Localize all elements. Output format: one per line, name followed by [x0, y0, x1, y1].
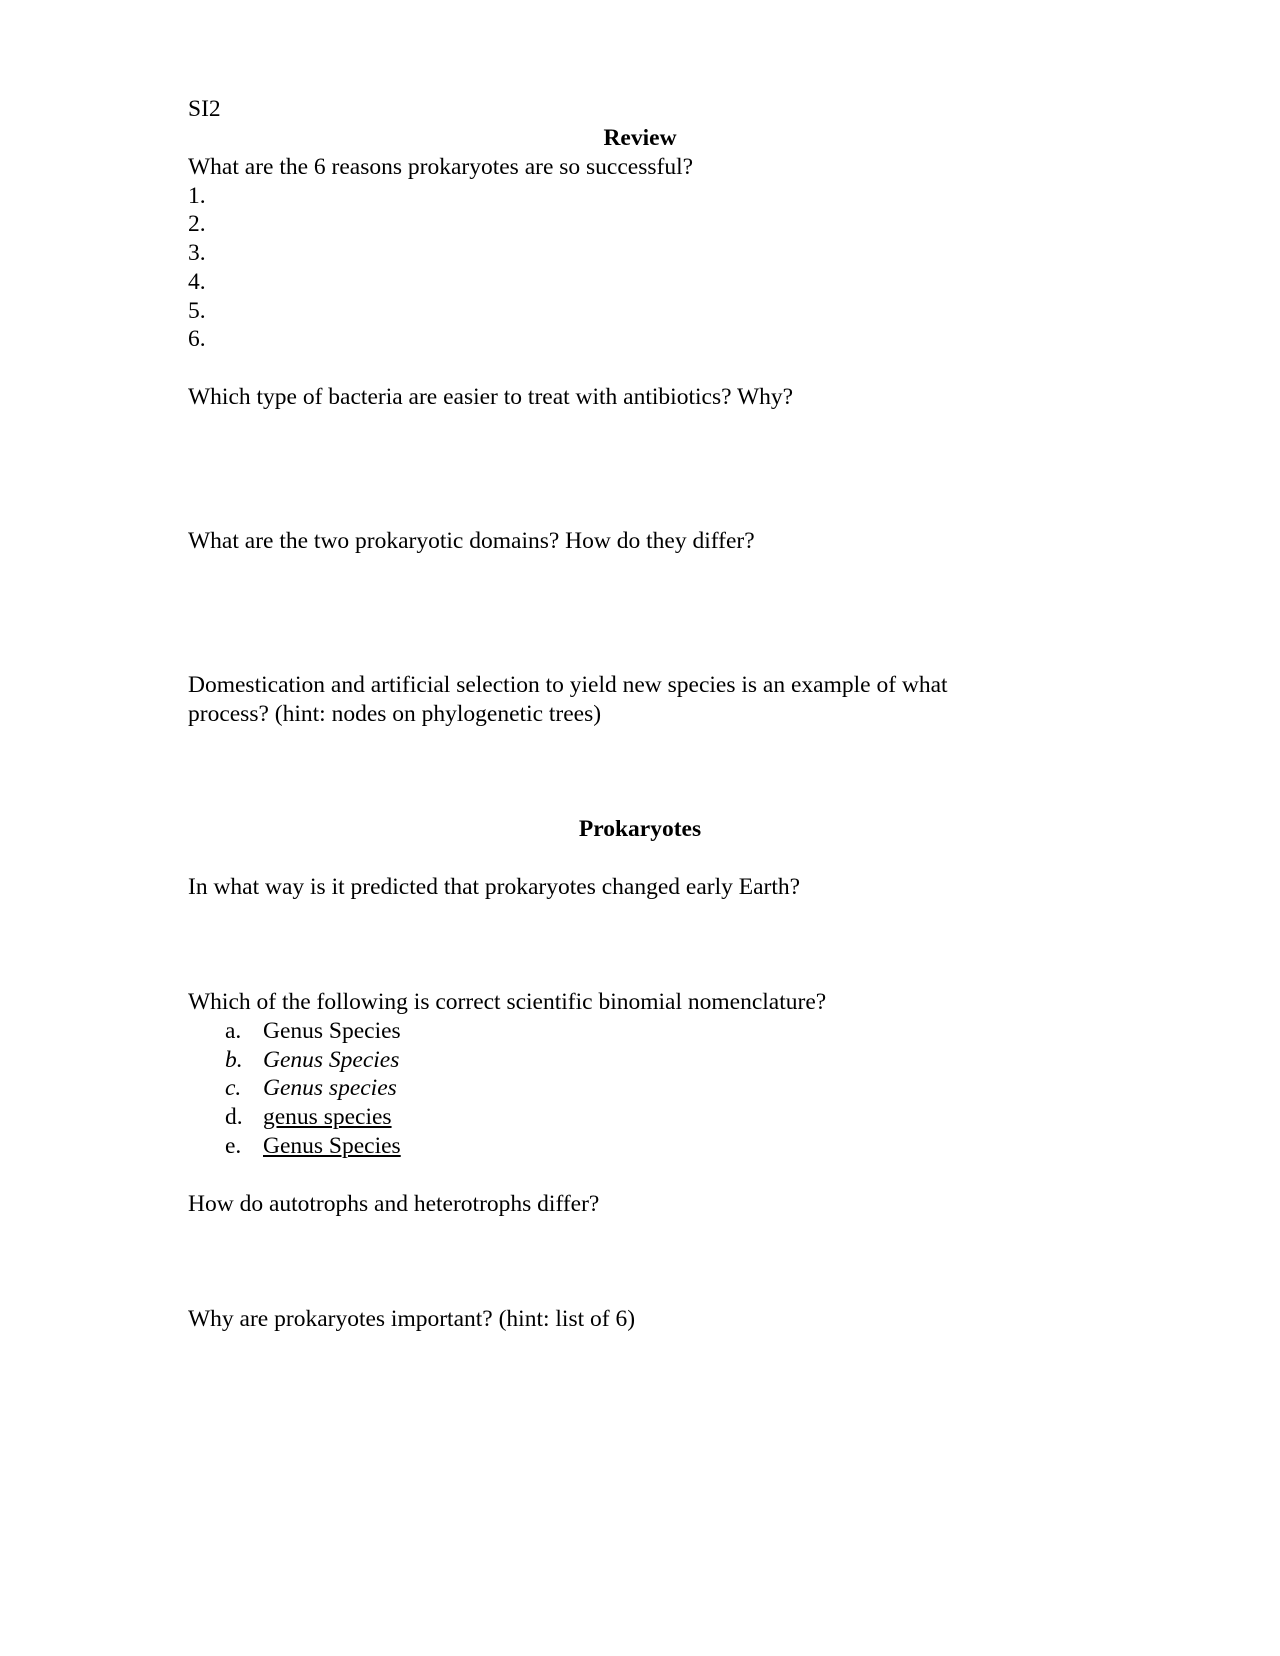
option-letter: d. — [225, 1104, 243, 1130]
option-text: genus species — [263, 1104, 392, 1130]
option-letter: e. — [225, 1133, 242, 1159]
option-text: Genus Species — [263, 1018, 401, 1044]
question-domestication-line1: Domestication and artificial selection to yield new species is an example of what — [188, 672, 948, 698]
option-text: Genus Species — [263, 1047, 400, 1073]
question-nomenclature: Which of the following is correct scientific binomial nomenclature? — [188, 989, 827, 1015]
question-domains: What are the two prokaryotic domains? How do they differ? — [188, 528, 755, 554]
option-text: Genus species — [263, 1075, 397, 1101]
answer-number-4: 4. — [188, 269, 206, 295]
answer-number-6: 6. — [188, 326, 206, 352]
question-autotrophs: How do autotrophs and heterotrophs differ? — [188, 1191, 600, 1217]
answer-number-3: 3. — [188, 240, 206, 266]
answer-number-2: 2. — [188, 211, 206, 237]
answer-number-5: 5. — [188, 298, 206, 324]
question-early-earth: In what way is it predicted that prokaryotes changed early Earth? — [188, 874, 801, 900]
option-letter: a. — [225, 1018, 242, 1044]
option-text: Genus Species — [263, 1133, 401, 1159]
option-letter: c. — [225, 1075, 242, 1101]
option-letter: b. — [225, 1047, 243, 1073]
answer-number-1: 1. — [188, 183, 206, 209]
question-importance: Why are prokaryotes important? (hint: list of 6) — [188, 1306, 636, 1332]
question-antibiotics: Which type of bacteria are easier to treat with antibiotics? Why? — [188, 384, 794, 410]
question-domestication-line2: process? (hint: nodes on phylogenetic trees) — [188, 701, 602, 727]
review-heading: Review — [603, 125, 677, 151]
document-code: SI2 — [188, 96, 221, 122]
question-reasons: What are the 6 reasons prokaryotes are so successful? — [188, 154, 694, 180]
prokaryotes-heading: Prokaryotes — [578, 816, 702, 842]
